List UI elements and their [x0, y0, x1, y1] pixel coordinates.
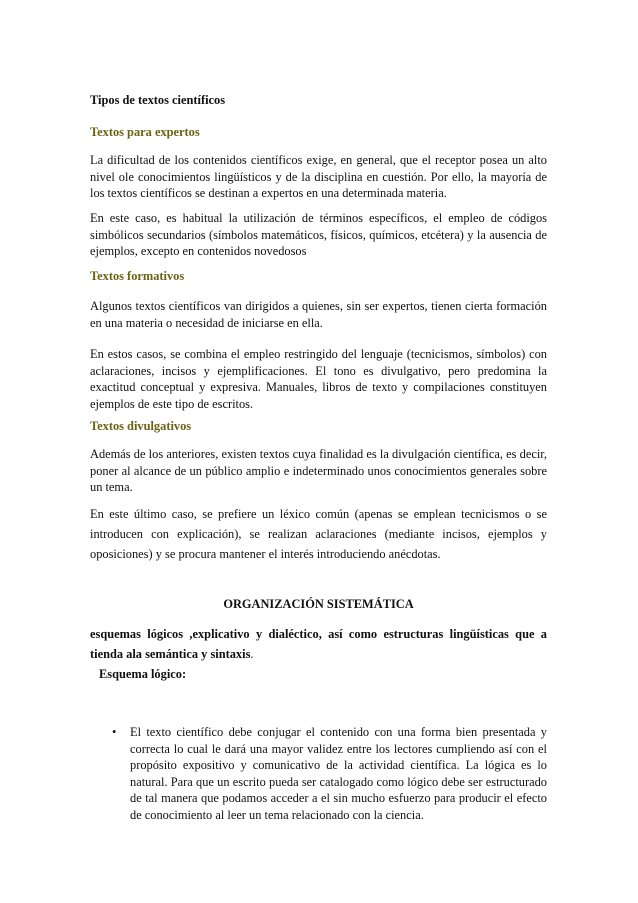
bullet-item-1: El texto científico debe conjugar el contenido con una forma bien presentada y correcta lo cual le dará una mayor validez entre los lectores cumpliendo así con el propósito expositivo y comunicativo de la actividad científica. La lógica es lo natural. Para que un escrito pueda ser catalogado como lógico debe ser estructurado de tal manera que podamos acceder a el sin mucho esfuerzo para producir el efecto de conocimiento al leer un tema relacionado con la ciencia.: [130, 725, 547, 822]
document-title: Tipos de textos científicos: [90, 93, 226, 107]
section-heading-expertos: Textos para expertos: [90, 125, 200, 139]
paragraph-formativos-2: En estos casos, se combina el empleo restringido del lenguaje (tecnicismos, símbolos) con aclaraciones, incisos y ejemplificaciones. El tono es divulgativo, pero predomina la exactitud conceptual y expresiva. Manuales, libros de texto y compilaciones constituyen ejemplos de este tipo de escritos.: [90, 347, 547, 411]
paragraph-expertos-2: En este caso, es habitual la utilización de términos específicos, el empleo de códigos simbólicos secundarios (símbolos matemáticos, físicos, químicos, etcétera) y la ausencia de ejemplos, excepto en contenidos novedosos: [90, 211, 547, 259]
organization-paragraph-bold: esquemas lógicos ,explicativo y dialéctico, así como estructuras lingüísticas que a tienda ala semántica y sintaxis: [90, 627, 547, 661]
organization-paragraph-period: .: [250, 647, 254, 661]
logic-scheme-heading: Esquema lógico:: [99, 667, 187, 681]
organization-heading: ORGANIZACIÓN SISTEMÁTICA: [223, 597, 414, 611]
paragraph-divulgativos-1: Además de los anteriores, existen textos cuya finalidad es la divulgación científica, es decir, poner al alcance de un público amplio e indeterminado unos conocimientos generales sobre un tema.: [90, 447, 547, 495]
paragraph-formativos-1: Algunos textos científicos van dirigidos a quienes, sin ser expertos, tienen cierta formación en una materia o necesidad de iniciarse en ella.: [90, 299, 547, 330]
organization-paragraph: [90, 624, 547, 664]
paragraph-divulgativos-2: En este último caso, se prefiere un léxico común (apenas se emplean tecnicismos o se introducen con explicación), se realizan aclaraciones (mediante incisos, ejemplos y oposiciones) y se procura mantener el interés introduciendo anécdotas.: [90, 507, 547, 561]
paragraph-expertos-1: La dificultad de los contenidos científicos exige, en general, que el receptor posea un alto nivel ole conocimientos lingüísticos y de la disciplina en cuestión. Por ello, la mayoría de los textos científicos se destinan a expertos en una determinada materia.: [90, 153, 547, 201]
section-heading-divulgativos: Textos divulgativos: [90, 419, 192, 433]
section-heading-formativos: Textos formativos: [90, 269, 185, 283]
bullet-icon: •: [112, 725, 117, 739]
